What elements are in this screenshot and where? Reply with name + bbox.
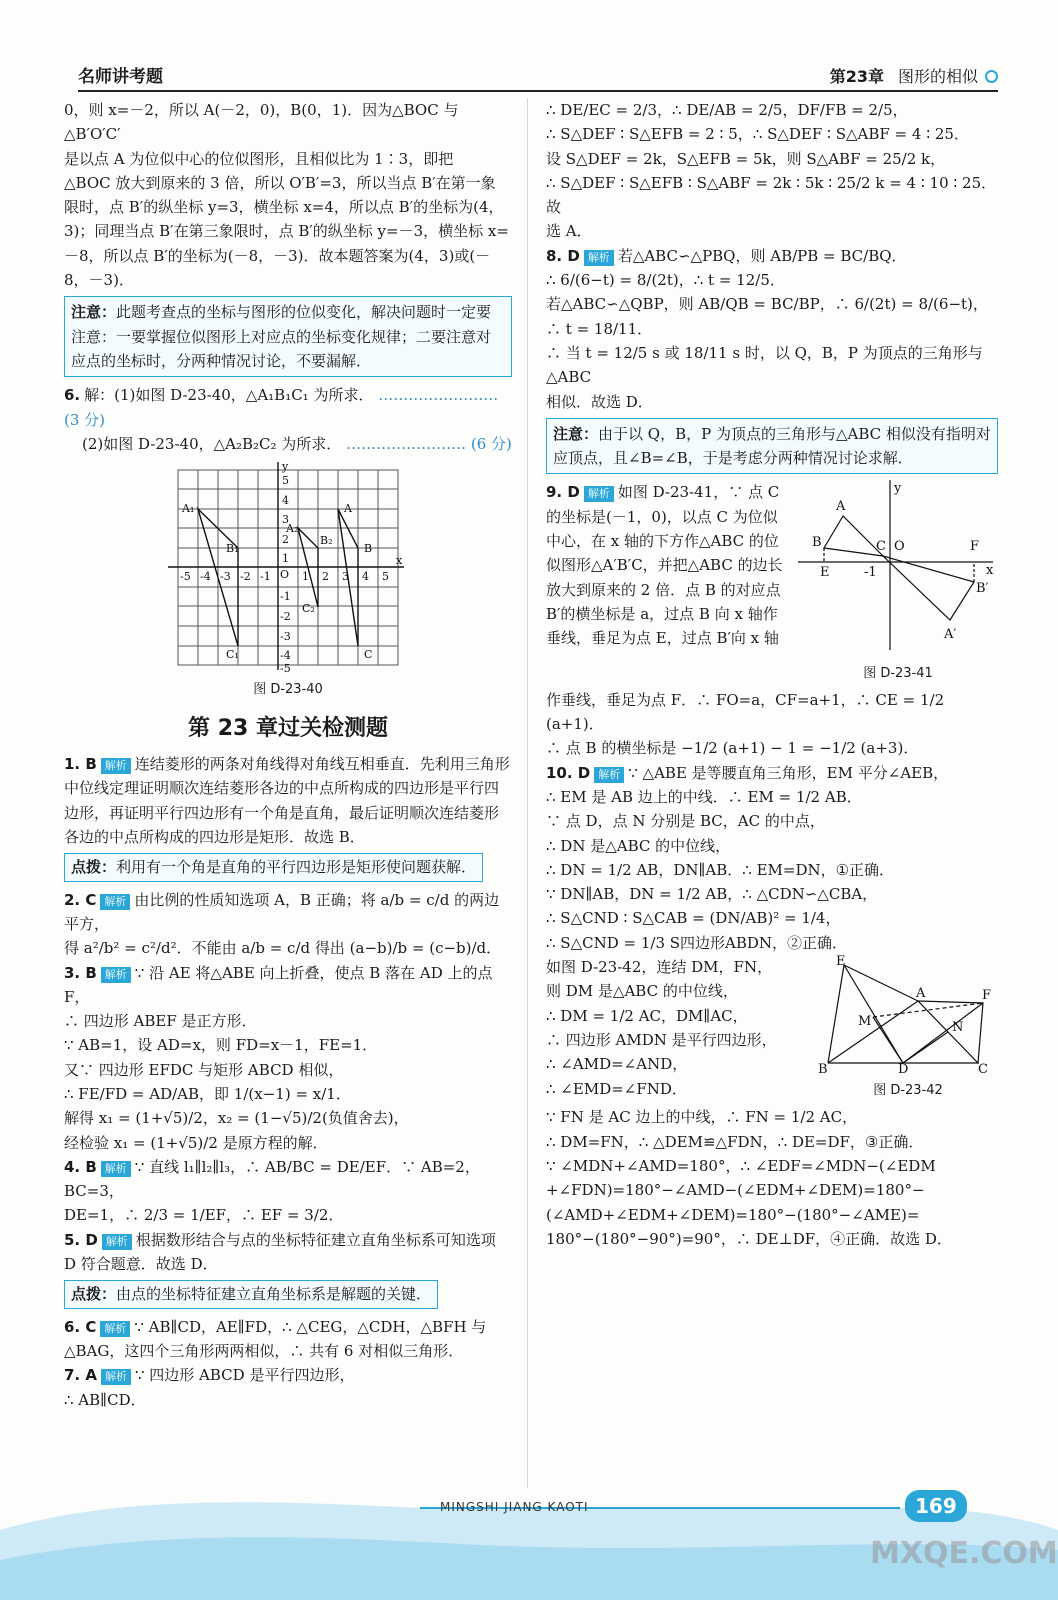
- answer-line: ∴ EM 是 AB 边上的中线．∴ EM = 1/2 AB．: [546, 787, 862, 806]
- point-label: A′: [944, 627, 957, 643]
- question-number: 1. B: [64, 755, 97, 774]
- point-label: B₁: [226, 542, 239, 556]
- figure-caption: 图 D-23-41: [863, 665, 933, 681]
- analysis-tag: 解析: [101, 1369, 131, 1385]
- intro-line: 3)；同理当点 B′在第三象限时，点 B′的纵坐标 y=－3，横坐标 x=: [64, 222, 509, 241]
- intro-line: 0，则 x=－2，所以 A(－2，0)，B(0，1)．因为△BOC 与△B′O′C′: [64, 101, 459, 144]
- intro-line: △BOC 放大到原来的 3 倍，所以 O′B′=3，所以当点 B′在第一象: [64, 173, 496, 192]
- figure-d-23-42: [818, 955, 998, 1101]
- similarity-diagram: [798, 480, 998, 655]
- answer-line: ∴ DM = 1/2 AC，DM∥AC，: [546, 1006, 748, 1025]
- analysis-tag: 解析: [584, 486, 614, 502]
- tick-label: 3: [282, 513, 289, 527]
- analysis-tag: 解析: [101, 967, 131, 983]
- answer-10: [546, 761, 998, 785]
- point-label: O: [894, 539, 905, 555]
- question-number: 4. B: [64, 1157, 97, 1176]
- answer-line: ∴ FE/FD = AD/AB，即 1/(x−1) = x/1．: [64, 1084, 351, 1103]
- axis-label: y: [282, 462, 289, 474]
- question-number: 2. C: [64, 890, 97, 909]
- axis-label: y: [894, 481, 902, 497]
- question-number: 6. C: [64, 1317, 97, 1336]
- book-title: 名师讲考题: [78, 67, 163, 87]
- tick-label: 2: [322, 570, 329, 584]
- page-header: [78, 64, 998, 92]
- score: …………………… (6 分): [346, 434, 512, 453]
- answer-1: [64, 752, 512, 849]
- point-label: N: [952, 1020, 964, 1036]
- tip-label: 点拨：: [71, 858, 117, 877]
- point-label: A: [836, 499, 846, 515]
- tick-label: 1: [302, 570, 309, 584]
- tick-label: -3: [220, 570, 231, 584]
- figure-d-23-40: [64, 462, 512, 700]
- analysis-tag: 解析: [102, 1234, 132, 1250]
- answer-line: ∴ DN = 1/2 AB，DN∥AB．∴ EM=DN，①正确．: [546, 860, 895, 879]
- intro-line: －8，所以点 B′的坐标为(－8，－3)．故本题答案为(4，3)或(－8，－3)．: [64, 246, 491, 290]
- answer-line: +∠FDN)=180°−∠AMD−(∠EDM+∠DEM)=180°−: [546, 1181, 925, 1200]
- point-label: B: [812, 535, 822, 551]
- answer-6-part2: [64, 432, 512, 456]
- answer-6c: [64, 1315, 512, 1364]
- answer-line: ∴ S△CND = 1/3 S四边形ABDN，②正确．: [546, 933, 848, 952]
- analysis-tag: 解析: [101, 1161, 131, 1177]
- answer-line: (∠AMD+∠EDM+∠DEM)=180°−(180°−∠AME)=: [546, 1205, 920, 1224]
- point-label: B: [818, 1062, 828, 1074]
- analysis-tag: 解析: [100, 894, 130, 910]
- answer-line: 若△ABC∽△PBQ，则 AB/PB = BC/BQ．: [617, 246, 907, 265]
- tick-label: 4: [282, 494, 289, 508]
- question-number: 3. B: [64, 963, 97, 982]
- point-label: F: [982, 988, 992, 1004]
- answer-line: ∵ AB=1，设 AD=x，则 FD=x－1，FE=1．: [64, 1036, 378, 1055]
- answer-text: ∵ AB∥CD，AE∥FD，∴ △CEG，△CDH，△BFH 与△BAG，这四个三角形两两相似，∴ 共有 6 对相似三角形．: [64, 1317, 487, 1360]
- point-label: E: [820, 565, 830, 581]
- tick-label: 5: [282, 474, 289, 488]
- answer-label: 解：: [84, 386, 115, 405]
- note-label: 注意：: [553, 424, 599, 443]
- right-column: [546, 98, 998, 1251]
- tip-label: 点拨：: [71, 1285, 117, 1304]
- tick-label: -1: [864, 565, 877, 581]
- answer-10-figure-block: [546, 955, 998, 1101]
- coordinate-grid: [168, 462, 408, 672]
- answer-line: ∴ AB∥CD．: [64, 1390, 146, 1409]
- question-number: 8. D: [546, 246, 580, 265]
- analysis-tag: 解析: [101, 758, 131, 774]
- continued-line: 设 S△DEF = 2k，S△EFB = 5k，则 S△ABF = 25/2 k，: [546, 149, 946, 168]
- page-number: 169: [905, 1490, 967, 1522]
- answer-line: ∴ DN 是△ABC 的中位线，: [546, 836, 731, 855]
- answer-line: ∵ FN 是 AC 边上的中线，∴ FN = 1/2 AC，: [546, 1108, 858, 1127]
- continued-line: ∴ S△DEF ∶ S△EFB ∶ S△ABF = 2k ∶ 5k ∶ 25/2 k = 4 ∶ 10 ∶ 25．故: [546, 173, 997, 217]
- answer-line: (1)如图 D-23-40，△A₁B₁C₁ 为所求．: [114, 386, 374, 405]
- continued-line: ∴ DE/EC = 2/3，∴ DE/AB = 2/5，DF/FB = 2/5，: [546, 101, 908, 119]
- answer-3: [64, 961, 512, 1010]
- figure-d-23-41: [798, 480, 998, 683]
- point-label: C₁: [226, 648, 239, 662]
- answer-6: [64, 383, 512, 432]
- answer-line: 得 a²/b² = c²/d²．不能由 a/b = c/d 得出 (a−b)/b = (c−b)/d．: [64, 939, 502, 958]
- answer-line: ∴ ∠EMD=∠FND．: [546, 1079, 687, 1098]
- score: …………………… (3 分): [64, 386, 499, 429]
- answer-line: ∴ DM=FN，∴ △DEM≌△FDN，∴ DE=DF，③正确．: [546, 1132, 924, 1151]
- answer-line: ∴ 四边形 ABEF 是正方形．: [64, 1012, 257, 1031]
- answer-line: ∵ 点 D，点 N 分别是 BC，AC 的中点，: [546, 812, 825, 831]
- answer-line: 180°−(180°−90°)=90°，∴ DE⊥DF，④正确．故选 D．: [546, 1229, 952, 1248]
- point-label: M: [858, 1014, 872, 1030]
- tick-label: -5: [180, 570, 191, 584]
- tick-label: -2: [280, 610, 291, 624]
- note-box: [64, 296, 512, 377]
- answer-line: 相似．故选 D．: [546, 392, 653, 411]
- answer-line: ∴ 6/(6−t) = 8/(2t)，∴ t = 12/5．: [546, 271, 785, 290]
- note-box: [546, 418, 998, 475]
- note-text: 由于以 Q，B，P 为顶点的三角形与△ABC 相似没有指明对应顶点，且∠B=∠B，于是考虑分两种情况讨论求解．: [553, 424, 991, 468]
- figure-caption: 图 D-23-42: [873, 1083, 943, 1099]
- tip-text: 由点的坐标特征建立直角坐标系是解题的关键．: [116, 1285, 432, 1304]
- answer-8: [546, 244, 998, 268]
- answer-line: ∴ 当 t = 12/5 s 或 18/11 s 时，以 Q，B，P 为顶点的三角形与△ABC: [546, 343, 983, 387]
- footer-brand: MINGSHI JIANG KAOTI: [440, 1500, 589, 1514]
- tick-label: -2: [240, 570, 251, 584]
- analysis-tag: 解析: [584, 250, 614, 266]
- tick-label: 4: [362, 570, 369, 584]
- continued-line: ∴ S△DEF ∶ S△EFB = 2 ∶ 5，∴ S△DEF ∶ S△ABF = 4 ∶ 25．: [546, 125, 969, 144]
- analysis-tag: 解析: [100, 1321, 130, 1337]
- figure-caption: 图 D-23-40: [253, 682, 323, 698]
- question-number: 7. A: [64, 1366, 97, 1385]
- answer-line: ∵ ∠MDN+∠AMD=180°，∴ ∠EDF=∠MDN−(∠EDM: [546, 1157, 936, 1175]
- question-number: 6.: [64, 386, 81, 405]
- axis-label: x: [396, 554, 403, 568]
- answer-line: ∵ DN∥AB，DN = 1/2 AB，∴ △CDN∽△CBA，: [546, 885, 878, 904]
- tip-text: 利用有一个角是直角的平行四边形是矩形使问题获解．: [116, 858, 477, 877]
- point-label: C₂: [302, 602, 315, 616]
- quadrilateral-diagram: [818, 955, 998, 1073]
- answer-line: 则 DM 是△ABC 的中位线，: [546, 982, 738, 1001]
- answer-4: [64, 1155, 512, 1204]
- tip-box: [64, 1280, 438, 1308]
- note-label: 注意：: [71, 303, 117, 322]
- page-footer: [0, 1490, 1058, 1600]
- chapter-number: 第23章: [829, 67, 884, 86]
- left-column: [64, 98, 512, 1412]
- point-label: A: [916, 986, 926, 1002]
- origin-label: O: [280, 568, 290, 582]
- question-number: 9. D: [546, 483, 580, 502]
- analysis-tag: 解析: [594, 767, 624, 783]
- answer-7: [64, 1363, 512, 1387]
- point-label: A₁: [182, 502, 195, 516]
- answer-line: 经检验 x₁ = (1+√5)/2 是原方程的解．: [64, 1133, 328, 1152]
- circle-icon: [985, 70, 998, 83]
- point-label: C: [978, 1062, 988, 1074]
- tick-label: -1: [260, 570, 271, 584]
- tick-label: 3: [342, 570, 349, 584]
- answer-line: ∴ 点 B 的横坐标是 −1/2 (a+1) − 1 = −1/2 (a+3)．: [546, 739, 919, 758]
- tip-box: [64, 853, 483, 881]
- answer-text: 根据数形结合与点的坐标特征建立直角坐标系可知选项 D 符合题意．故选 D．: [64, 1230, 496, 1274]
- answer-line: ∵ 沿 AE 将△ABE 向上折叠，使点 B 落在 AD 上的点 F，: [64, 963, 493, 1006]
- tick-label: 5: [382, 570, 389, 584]
- continued-line: 选 A．: [546, 222, 592, 241]
- chapter-topic: 图形的相似: [897, 67, 978, 86]
- point-label: E: [836, 955, 846, 970]
- tick-label: 2: [282, 533, 289, 547]
- intro-line: 限时，点 B′的纵坐标 y=3，横坐标 x=4，所以点 B′的坐标为(4，: [64, 198, 504, 217]
- answer-text: 连结菱形的两条对角线得对角线互相垂直．先利用三角形中位线定理证明顺次连结菱形各边的中点所构成的四边形是平行四边形，再证明平行四边形有一个角是直角，最后证明顺次连结菱形各边的中点所构成的四边形是矩形．故选 B．: [64, 755, 510, 847]
- intro-line: 是以点 A 为位似中心的位似图形，且相似比为 1∶3，即把: [64, 149, 454, 168]
- tick-label: -3: [280, 630, 291, 644]
- point-label: A₂: [286, 522, 299, 536]
- answer-5: [64, 1228, 512, 1277]
- axis-label: x: [986, 563, 994, 579]
- tick-label: -1: [280, 590, 291, 604]
- answer-line: ∵ △ABE 是等腰直角三角形，EM 平分∠AEB，: [628, 763, 949, 782]
- answer-line: 由比例的性质知选项 A，B 正确；将 a/b = c/d 的两边平方，: [64, 890, 500, 933]
- answer-line: (2)如图 D-23-40，△A₂B₂C₂ 为所求．: [82, 434, 342, 453]
- section-title: 第 23 章过关检测题: [188, 715, 388, 741]
- watermark: MXQE.COM: [870, 1536, 1058, 1571]
- tick-label: -4: [200, 570, 211, 584]
- point-label: B₂: [320, 534, 333, 548]
- point-label: D: [898, 1062, 909, 1074]
- question-number: 10. D: [546, 763, 591, 782]
- answer-line: ∴ 四边形 AMDN 是平行四边形，: [546, 1030, 777, 1049]
- tick-label: -5: [280, 662, 291, 673]
- note-text: 此题考查点的坐标与图形的位似变化，解决问题时一定要注意：一要掌握位似图形上对应点的坐标变化规律；二要注意对应点的坐标时，分两种情况讨论，不要漏解．: [71, 303, 492, 370]
- answer-line: ∵ 四边形 ABCD 是平行四边形，: [134, 1366, 355, 1385]
- point-label: B′: [976, 581, 989, 597]
- answer-line: 又∵ 四边形 EFDC 与矩形 ABCD 相似，: [64, 1060, 344, 1079]
- answer-line: 作垂线，垂足为点 F．∴ FO=a，CF=a+1，∴ CE = 1/2 (a+1)．: [546, 690, 945, 734]
- chapter-heading: [830, 64, 978, 90]
- point-label: F: [970, 539, 980, 555]
- point-label: C: [364, 648, 373, 662]
- answer-text: 如图 D-23-41，∵ 点 C 的坐标是(－1，0)，以点 C 为位似中心，在 x 轴的下方作△ABC 的位似图形△A′B′C，并把△ABC 的边长放大到原来的 2 倍．点 B 的对应点 B′的横坐标是 a，过点 B 向 x 轴作垂线，垂足为点 E，过点 B′向 x 轴: [546, 483, 783, 648]
- tick-label: -4: [280, 649, 291, 663]
- answer-line: 如图 D-23-42，连结 DM，FN，: [546, 958, 773, 977]
- answer-line: ∴ ∠AMD=∠AND，: [546, 1055, 688, 1074]
- answer-line: ∴ S△CND ∶ S△CAB = (DN/AB)² = 1/4，: [546, 909, 841, 928]
- point-label: C: [876, 539, 886, 555]
- point-label: B: [364, 542, 373, 556]
- answer-line: ∵ 直线 l₁∥l₂∥l₃，∴ AB/BC = DE/EF．∵ AB=2，BC=3，: [64, 1157, 480, 1201]
- column-divider: [527, 98, 528, 1488]
- answer-line: 解得 x₁ = (1+√5)/2，x₂ = (1−√5)/2(负值舍去)，: [64, 1109, 409, 1128]
- tick-label: 1: [282, 552, 289, 566]
- answer-line: 若△ABC∽△QBP，则 AB/QB = BC/BP，∴ 6/(2t) = 8/(6−t)，∴ t = 18/11．: [546, 295, 988, 338]
- answer-line: DE=1，∴ 2/3 = 1/EF，∴ EF = 3/2．: [64, 1206, 344, 1225]
- answer-2: [64, 888, 512, 937]
- question-number: 5. D: [64, 1230, 98, 1249]
- point-label: A: [344, 502, 352, 516]
- answer-9: [546, 480, 998, 760]
